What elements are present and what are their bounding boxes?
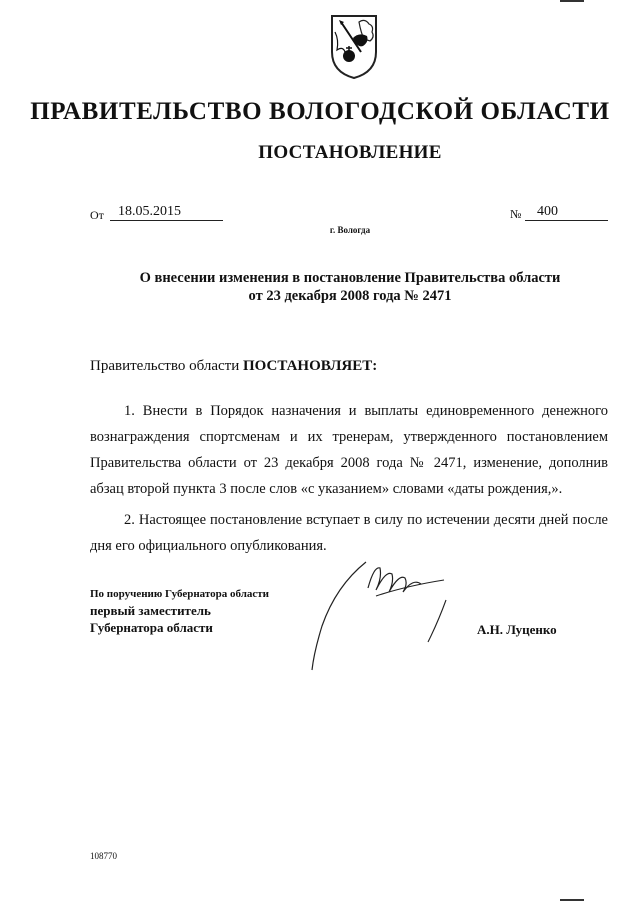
decree-verb: ПОСТАНОВЛЯЕТ: [242, 358, 378, 374]
org-title: ПРАВИТЕЛЬСТВО ВОЛОГОДСКОЙ ОБЛАСТИ [30, 98, 610, 125]
signatory-title [90, 586, 269, 636]
signatory-line-3: Губернатора области [90, 620, 213, 635]
paragraph-1: 1. Внести в Порядок назначения и выплаты единовременного денежного вознаграждения спортсменам и их тренерам, утвержденного постановлением Правительства области от 23 декабря 2008 года № 2471, изменение, дополнив абзац второй пункта 3 после слов «с указанием» словами «даты рождения,». [90, 403, 608, 497]
coat-of-arms-icon [329, 12, 379, 80]
document-number: 400 [525, 204, 608, 221]
date-label: От [90, 208, 104, 222]
scan-mark-top [560, 0, 584, 2]
paragraph-2: 2. Настоящее постановление вступает в силу по истечении десяти дней после дня его официального опубликования. [90, 512, 608, 554]
subject-line-1: О внесении изменения в постановление Правительства области [139, 270, 561, 286]
document-subject [110, 269, 590, 305]
handwritten-signature-icon [296, 556, 466, 676]
document-type: ПОСТАНОВЛЕНИЕ [258, 142, 442, 163]
signatory-line-1: По поручению Губернатора области [90, 588, 270, 600]
city: г. Вологда [329, 225, 371, 235]
document-date: 18.05.2015 [110, 204, 223, 221]
signatory-name: А.Н. Луценко [477, 622, 557, 637]
scan-mark-bottom [560, 899, 584, 901]
decree-intro-text: Правительство области [90, 358, 243, 374]
number-label: № [510, 207, 522, 221]
decree-intro [90, 358, 377, 375]
footer-code: 108770 [90, 851, 117, 861]
signatory-line-2: первый заместитель [90, 603, 211, 618]
subject-line-2: от 23 декабря 2008 года № 2471 [248, 288, 452, 304]
